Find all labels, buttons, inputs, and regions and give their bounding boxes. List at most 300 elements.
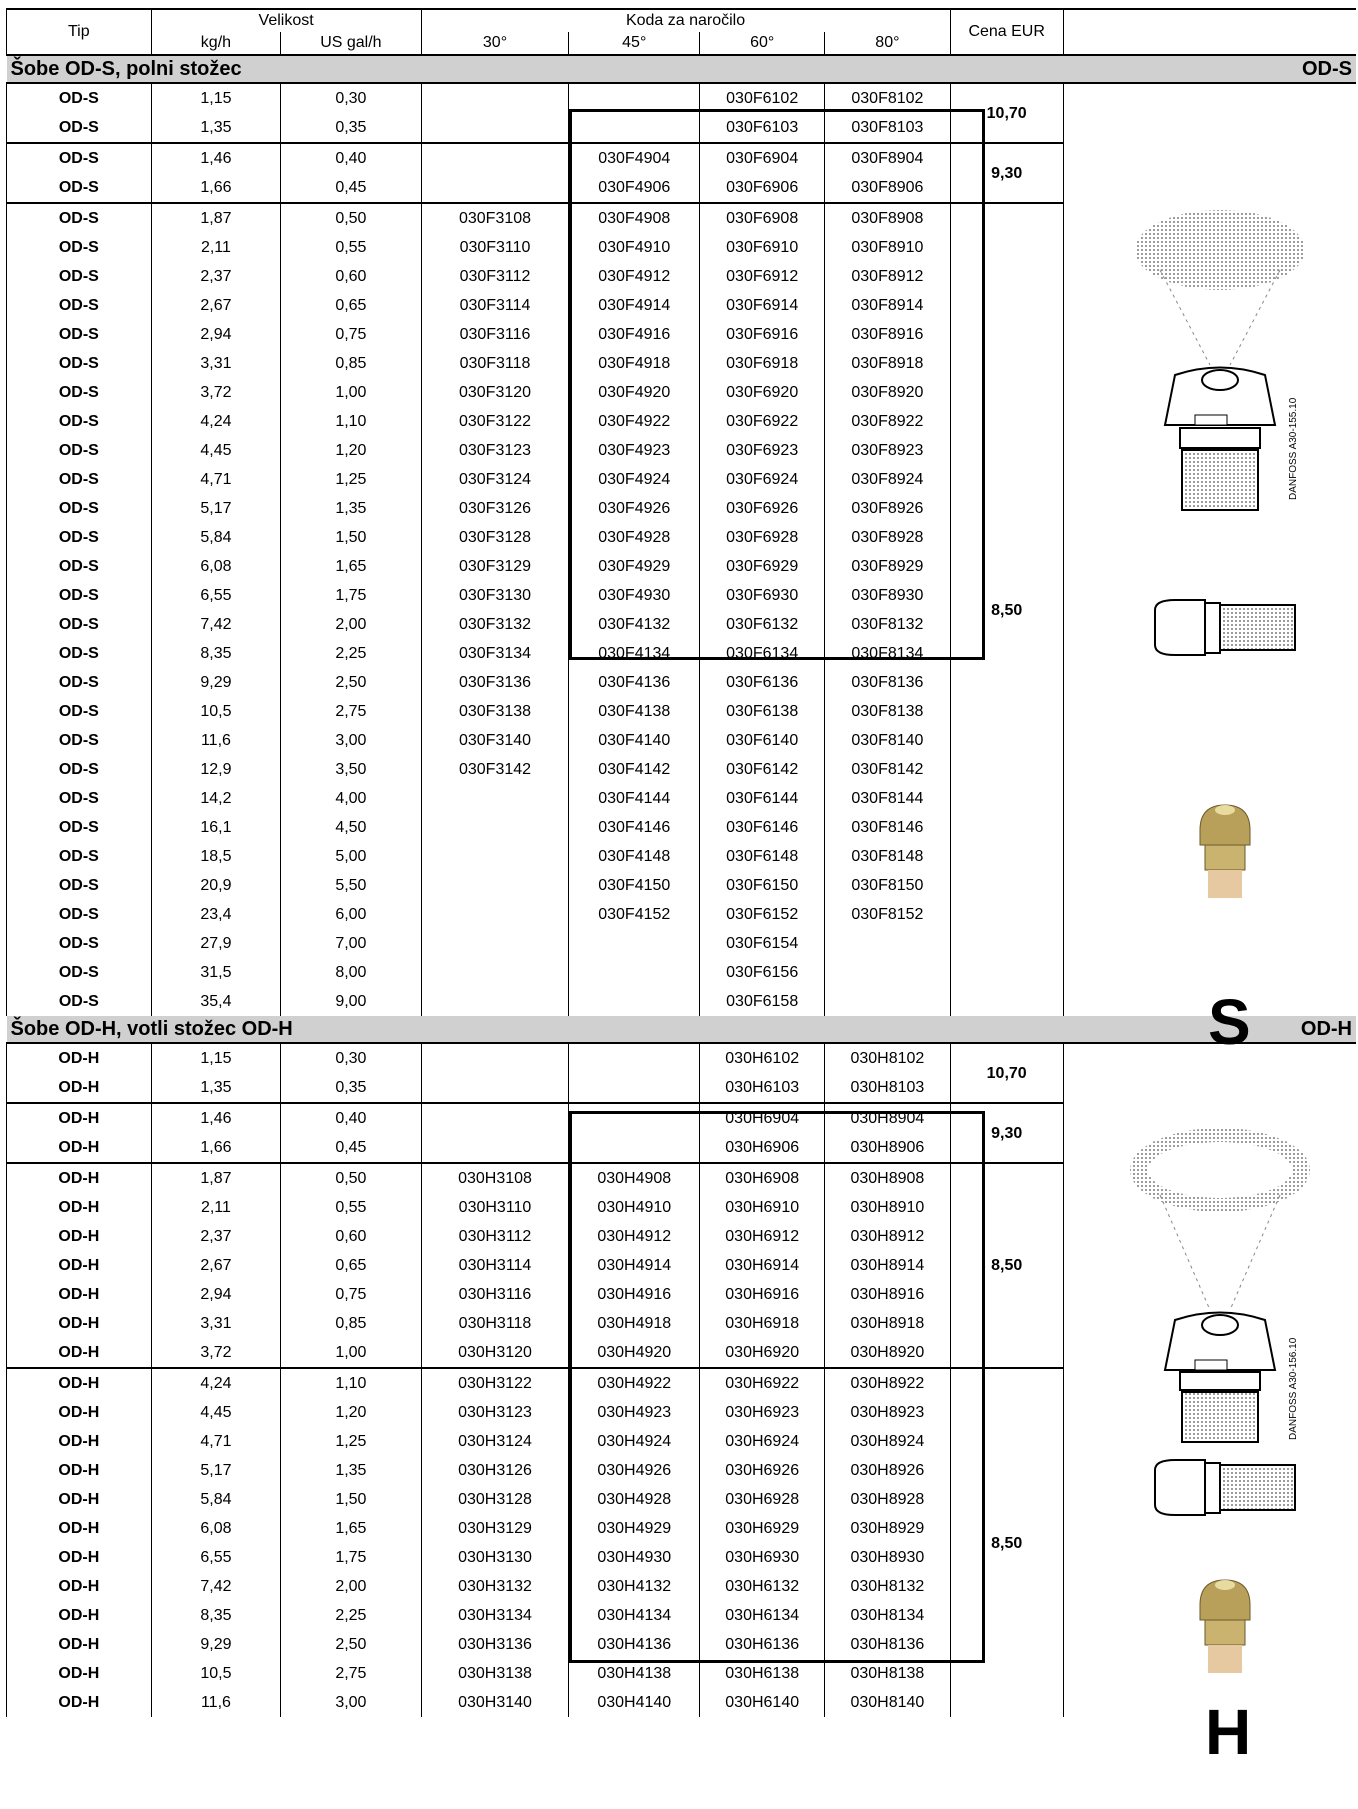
table-cell: 2,67 (151, 1251, 281, 1280)
table-cell: 030F3116 (421, 320, 569, 349)
cell-type: OD-S (7, 784, 152, 813)
header-80: 80° (825, 32, 950, 55)
table-cell: 5,17 (151, 1456, 281, 1485)
table-cell: 11,6 (151, 1688, 281, 1717)
table-cell: 20,9 (151, 871, 281, 900)
table-cell: 030H6140 (700, 1688, 825, 1717)
table-cell: 030F3126 (421, 494, 569, 523)
table-cell: 12,9 (151, 755, 281, 784)
section-s-header (7, 55, 1357, 83)
cell-type: OD-S (7, 320, 152, 349)
table-cell: 4,45 (151, 436, 281, 465)
table-cell: 030H3120 (421, 1338, 569, 1368)
cell-type: OD-S (7, 233, 152, 262)
table-cell: 030F4134 (569, 639, 700, 668)
table-cell: 2,11 (151, 1193, 281, 1222)
section-h-header (7, 1016, 1357, 1043)
table-cell: 030H8103 (825, 1073, 950, 1103)
header-30: 30° (421, 32, 569, 55)
table-cell: 030F6132 (700, 610, 825, 639)
table-cell: 030H3114 (421, 1251, 569, 1280)
table-cell: 030H8908 (825, 1163, 950, 1193)
svg-text:DANFOSS A30-156.10: DANFOSS A30-156.10 (1288, 1337, 1299, 1440)
cell-type: OD-H (7, 1543, 152, 1572)
cell-type: OD-S (7, 407, 152, 436)
h-letter: H (1205, 1696, 1252, 1768)
table-cell (421, 987, 569, 1016)
s-letter: S (1208, 986, 1251, 1058)
header-koda: Koda za naročilo (421, 9, 950, 32)
cell-type: OD-H (7, 1572, 152, 1601)
cell-type: OD-H (7, 1398, 152, 1427)
table-cell: 030F3123 (421, 436, 569, 465)
table-cell: 030H4136 (569, 1630, 700, 1659)
table-cell: 030F6914 (700, 291, 825, 320)
table-cell: 030H6930 (700, 1543, 825, 1572)
cell-type: OD-S (7, 697, 152, 726)
header-image-col (1063, 9, 1356, 55)
table-cell: 6,55 (151, 581, 281, 610)
table-cell: 2,37 (151, 262, 281, 291)
table-cell: 1,25 (281, 1427, 421, 1456)
table-cell (569, 83, 700, 113)
table-cell: 0,40 (281, 143, 421, 173)
cell-type: OD-S (7, 523, 152, 552)
table-cell: 030H6906 (700, 1133, 825, 1163)
table-cell: 7,42 (151, 1572, 281, 1601)
svg-text:DANFOSS A30-155.10: DANFOSS A30-155.10 (1288, 397, 1299, 500)
table-cell: 030F6923 (700, 436, 825, 465)
table-cell: 0,45 (281, 173, 421, 203)
table-cell: 030F6916 (700, 320, 825, 349)
table-cell: 030H4916 (569, 1280, 700, 1309)
table-cell (421, 871, 569, 900)
table-cell: 030F4906 (569, 173, 700, 203)
table-cell: 030H3128 (421, 1485, 569, 1514)
table-cell: 030H6102 (700, 1043, 825, 1073)
cell-type: OD-S (7, 262, 152, 291)
table-cell: 030F6920 (700, 378, 825, 407)
header-kgh: kg/h (151, 32, 281, 55)
cell-type: OD-S (7, 900, 152, 929)
table-cell: 030F4146 (569, 813, 700, 842)
s-nozzle-side-drawing (1150, 595, 1300, 660)
table-cell: 030F8146 (825, 813, 950, 842)
table-cell: 2,94 (151, 320, 281, 349)
table-cell: 8,35 (151, 639, 281, 668)
table-cell: 2,37 (151, 1222, 281, 1251)
table-cell: 030F8908 (825, 203, 950, 233)
table-cell: 030H8928 (825, 1485, 950, 1514)
table-cell: 030H3108 (421, 1163, 569, 1193)
table-cell: 030F4920 (569, 378, 700, 407)
cell-type: OD-H (7, 1368, 152, 1398)
table-cell: 0,35 (281, 1073, 421, 1103)
table-cell: 3,31 (151, 1309, 281, 1338)
table-cell: 030F3120 (421, 378, 569, 407)
table-cell: 0,55 (281, 1193, 421, 1222)
cell-type: OD-S (7, 610, 152, 639)
table-cell: 030H6929 (700, 1514, 825, 1543)
table-cell: 1,00 (281, 1338, 421, 1368)
table-cell: 030F3140 (421, 726, 569, 755)
table-cell: 030H8138 (825, 1659, 950, 1688)
table-cell: 030F6912 (700, 262, 825, 291)
table-cell: 10,5 (151, 697, 281, 726)
cell-type: OD-S (7, 113, 152, 143)
header-60: 60° (700, 32, 825, 55)
cell-type: OD-H (7, 1133, 152, 1163)
table-cell: 0,40 (281, 1103, 421, 1133)
table-cell: 2,25 (281, 639, 421, 668)
cell-type: OD-H (7, 1280, 152, 1309)
table-cell: 030H3118 (421, 1309, 569, 1338)
table-cell: 030H3126 (421, 1456, 569, 1485)
table-cell: 030F6929 (700, 552, 825, 581)
table-cell: 5,84 (151, 1485, 281, 1514)
table-cell: 0,60 (281, 1222, 421, 1251)
table-cell: 9,29 (151, 1630, 281, 1659)
table-cell: 23,4 (151, 900, 281, 929)
cell-type: OD-H (7, 1630, 152, 1659)
table-cell: 030F6158 (700, 987, 825, 1016)
table-cell: 18,5 (151, 842, 281, 871)
table-cell: 1,87 (151, 203, 281, 233)
table-cell: 1,35 (151, 1073, 281, 1103)
section-h-title: Šobe OD-H, votli stožec OD-H (7, 1016, 1064, 1043)
table-cell (569, 1043, 700, 1073)
table-cell: 1,20 (281, 1398, 421, 1427)
table-cell: 7,42 (151, 610, 281, 639)
table-cell: 030F6144 (700, 784, 825, 813)
cell-type: OD-S (7, 378, 152, 407)
table-cell: 1,35 (281, 494, 421, 523)
table-cell: 030H8929 (825, 1514, 950, 1543)
table-cell: 0,65 (281, 291, 421, 320)
cell-type: OD-S (7, 581, 152, 610)
table-cell: 030H3129 (421, 1514, 569, 1543)
table-cell: 030F8916 (825, 320, 950, 349)
table-cell (569, 1133, 700, 1163)
table-cell: 6,08 (151, 1514, 281, 1543)
table-cell: 030H3110 (421, 1193, 569, 1222)
table-cell: 030F4140 (569, 726, 700, 755)
table-cell: 030F4928 (569, 523, 700, 552)
table-cell: 030H8912 (825, 1222, 950, 1251)
table-cell (569, 113, 700, 143)
h-spray-nozzle-drawing (1120, 1120, 1320, 1450)
table-cell: 0,85 (281, 1309, 421, 1338)
table-cell: 0,75 (281, 1280, 421, 1309)
cell-type: OD-S (7, 203, 152, 233)
table-cell: 030H4132 (569, 1572, 700, 1601)
table-cell: 5,17 (151, 494, 281, 523)
table-cell: 030H8906 (825, 1133, 950, 1163)
table-cell: 3,00 (281, 1688, 421, 1717)
table-cell: 8,00 (281, 958, 421, 987)
table-cell: 030F8910 (825, 233, 950, 262)
table-cell: 030H6912 (700, 1222, 825, 1251)
table-cell: 030F4152 (569, 900, 700, 929)
table-cell (569, 1103, 700, 1133)
table-cell: 0,45 (281, 1133, 421, 1163)
table-cell: 030F4136 (569, 668, 700, 697)
cell-type: OD-H (7, 1043, 152, 1073)
h-nozzle-side-drawing (1150, 1455, 1300, 1520)
table-cell: 1,65 (281, 552, 421, 581)
table-cell: 030F6102 (700, 83, 825, 113)
table-cell: 030H4134 (569, 1601, 700, 1630)
cell-type: OD-S (7, 291, 152, 320)
table-cell: 030F8924 (825, 465, 950, 494)
table-cell (421, 1073, 569, 1103)
cell-type: OD-S (7, 958, 152, 987)
table-cell: 030F6156 (700, 958, 825, 987)
table-cell: 030F6928 (700, 523, 825, 552)
table-cell: 030F8144 (825, 784, 950, 813)
header-tip: Tip (7, 9, 152, 55)
table-cell: 4,24 (151, 407, 281, 436)
table-cell: 5,00 (281, 842, 421, 871)
cell-type: OD-S (7, 465, 152, 494)
table-cell: 030H8920 (825, 1338, 950, 1368)
table-cell: 030H6103 (700, 1073, 825, 1103)
table-cell: 030F3128 (421, 523, 569, 552)
table-cell: 030H3132 (421, 1572, 569, 1601)
table-cell: 030F8906 (825, 173, 950, 203)
table-cell: 030H3140 (421, 1688, 569, 1717)
table-cell: 030F3129 (421, 552, 569, 581)
header-row-1 (7, 9, 1357, 32)
table-cell: 1,20 (281, 436, 421, 465)
table-cell: 0,30 (281, 83, 421, 113)
table-cell: 030F8914 (825, 291, 950, 320)
table-cell: 5,50 (281, 871, 421, 900)
table-cell: 030F6140 (700, 726, 825, 755)
table-cell: 030F3118 (421, 349, 569, 378)
s-nozzle-photo (1190, 800, 1260, 900)
table-cell: 5,84 (151, 523, 281, 552)
table-cell: 1,75 (281, 581, 421, 610)
table-cell: 1,10 (281, 1368, 421, 1398)
table-cell: 16,1 (151, 813, 281, 842)
cell-type: OD-H (7, 1514, 152, 1543)
table-cell: 1,50 (281, 1485, 421, 1514)
table-cell (569, 929, 700, 958)
table-cell (421, 929, 569, 958)
table-cell: 31,5 (151, 958, 281, 987)
price-cell: 10,70 (950, 1043, 1063, 1103)
table-cell: 1,65 (281, 1514, 421, 1543)
table-cell: 030H6916 (700, 1280, 825, 1309)
table-cell: 030H8916 (825, 1280, 950, 1309)
table-cell: 030F8102 (825, 83, 950, 113)
table-cell: 3,00 (281, 726, 421, 755)
table-cell: 4,00 (281, 784, 421, 813)
header-usgal: US gal/h (281, 32, 421, 55)
table-cell: 1,87 (151, 1163, 281, 1193)
table-cell: 030F8930 (825, 581, 950, 610)
table-cell: 030F8928 (825, 523, 950, 552)
price-cell: 8,50 (950, 1368, 1063, 1717)
table-cell (421, 113, 569, 143)
table-cell: 030H8136 (825, 1630, 950, 1659)
table-cell: 030H3124 (421, 1427, 569, 1456)
table-cell: 030F3138 (421, 697, 569, 726)
table-cell: 030F8152 (825, 900, 950, 929)
table-cell: 030H8918 (825, 1309, 950, 1338)
table-cell: 1,66 (151, 1133, 281, 1163)
table-cell: 030H8923 (825, 1398, 950, 1427)
price-cell: 8,50 (950, 1163, 1063, 1368)
table-cell: 030H8102 (825, 1043, 950, 1073)
table-cell: 030H6134 (700, 1601, 825, 1630)
table-cell: 030F6918 (700, 349, 825, 378)
table-cell: 1,10 (281, 407, 421, 436)
h-nozzle-photo (1190, 1575, 1260, 1675)
table-cell: 030F3132 (421, 610, 569, 639)
cell-type: OD-S (7, 871, 152, 900)
table-cell: 030F3114 (421, 291, 569, 320)
table-cell: 14,2 (151, 784, 281, 813)
table-cell: 2,11 (151, 233, 281, 262)
table-cell: 030H8924 (825, 1427, 950, 1456)
table-cell: 030H6904 (700, 1103, 825, 1133)
table-cell: 030F8148 (825, 842, 950, 871)
table-cell: 030H8904 (825, 1103, 950, 1133)
table-cell: 030H6136 (700, 1630, 825, 1659)
cell-type: OD-S (7, 552, 152, 581)
table-cell: 030H6928 (700, 1485, 825, 1514)
header-cena: Cena EUR (950, 9, 1063, 55)
table-cell (825, 958, 950, 987)
table-cell: 030F3124 (421, 465, 569, 494)
table-cell: 3,72 (151, 1338, 281, 1368)
price-cell: 10,70 (950, 83, 1063, 143)
table-cell: 030H6923 (700, 1398, 825, 1427)
table-cell: 030H6908 (700, 1163, 825, 1193)
table-cell: 1,66 (151, 173, 281, 203)
cell-type: OD-H (7, 1222, 152, 1251)
table-cell: 2,00 (281, 610, 421, 639)
table-cell: 9,29 (151, 668, 281, 697)
table-cell: 0,65 (281, 1251, 421, 1280)
table-cell: 10,5 (151, 1659, 281, 1688)
table-cell: 030H3130 (421, 1543, 569, 1572)
table-cell: 030F4916 (569, 320, 700, 349)
table-cell: 030F3134 (421, 639, 569, 668)
table-cell: 030H4140 (569, 1688, 700, 1717)
table-cell: 030F8923 (825, 436, 950, 465)
table-cell: 030H6920 (700, 1338, 825, 1368)
table-cell: 030F3142 (421, 755, 569, 784)
table-cell: 0,50 (281, 1163, 421, 1193)
section-s-title: Šobe OD-S, polni stožec (7, 55, 1064, 83)
table-cell: 030H6922 (700, 1368, 825, 1398)
table-cell: 030H4929 (569, 1514, 700, 1543)
table-cell: 030F6152 (700, 900, 825, 929)
table-cell: 0,30 (281, 1043, 421, 1073)
table-cell: 2,00 (281, 1572, 421, 1601)
table-cell: 030F8918 (825, 349, 950, 378)
table-cell: 2,50 (281, 668, 421, 697)
table-cell: 030H4914 (569, 1251, 700, 1280)
table-cell: 030F6150 (700, 871, 825, 900)
table-cell: 030F8920 (825, 378, 950, 407)
cell-type: OD-H (7, 1659, 152, 1688)
table-cell: 35,4 (151, 987, 281, 1016)
cell-type: OD-S (7, 173, 152, 203)
cell-type: OD-H (7, 1338, 152, 1368)
table-cell: 030H4912 (569, 1222, 700, 1251)
table-cell: 030F6930 (700, 581, 825, 610)
table-cell: 030H6138 (700, 1659, 825, 1688)
table-cell: 030F8904 (825, 143, 950, 173)
table-cell: 030H8926 (825, 1456, 950, 1485)
table-cell (569, 1073, 700, 1103)
table-cell: 1,15 (151, 1043, 281, 1073)
table-cell: 1,75 (281, 1543, 421, 1572)
cell-type: OD-S (7, 813, 152, 842)
table-cell: 6,08 (151, 552, 281, 581)
table-cell: 4,71 (151, 465, 281, 494)
table-cell: 1,35 (281, 1456, 421, 1485)
table-cell: 0,35 (281, 113, 421, 143)
table-cell: 030H3112 (421, 1222, 569, 1251)
table-cell (421, 83, 569, 113)
table-cell: 030H8140 (825, 1688, 950, 1717)
cell-type: OD-H (7, 1309, 152, 1338)
table-cell (421, 958, 569, 987)
header-velikost: Velikost (151, 9, 421, 32)
cell-type: OD-H (7, 1601, 152, 1630)
table-cell: 030F8140 (825, 726, 950, 755)
table-cell: 030F4908 (569, 203, 700, 233)
table-cell: 0,55 (281, 233, 421, 262)
table-cell: 030H4138 (569, 1659, 700, 1688)
table-cell: 7,00 (281, 929, 421, 958)
table-cell: 030F6136 (700, 668, 825, 697)
table-cell: 2,75 (281, 1659, 421, 1688)
table-cell: 2,94 (151, 1280, 281, 1309)
table-cell: 030H3138 (421, 1659, 569, 1688)
table-cell: 030H4930 (569, 1543, 700, 1572)
table-cell: 030H4923 (569, 1398, 700, 1427)
cell-type: OD-S (7, 639, 152, 668)
table-cell: 1,46 (151, 1103, 281, 1133)
table-cell: 030H3134 (421, 1601, 569, 1630)
price-cell: 8,50 (950, 203, 1063, 1016)
table-cell: 030H3122 (421, 1368, 569, 1398)
cell-type: OD-S (7, 987, 152, 1016)
table-cell: 030H6914 (700, 1251, 825, 1280)
cell-type: OD-S (7, 842, 152, 871)
table-cell: 030F8150 (825, 871, 950, 900)
table-cell (825, 987, 950, 1016)
table-cell: 030H8134 (825, 1601, 950, 1630)
table-cell: 3,50 (281, 755, 421, 784)
table-cell: 030H4920 (569, 1338, 700, 1368)
table-cell: 030F3130 (421, 581, 569, 610)
table-cell: 030F4150 (569, 871, 700, 900)
cell-type: OD-S (7, 668, 152, 697)
table-cell: 2,67 (151, 291, 281, 320)
table-cell: 4,50 (281, 813, 421, 842)
table-cell: 11,6 (151, 726, 281, 755)
table-cell: 030F6154 (700, 929, 825, 958)
table-cell (421, 842, 569, 871)
table-cell: 030F4923 (569, 436, 700, 465)
